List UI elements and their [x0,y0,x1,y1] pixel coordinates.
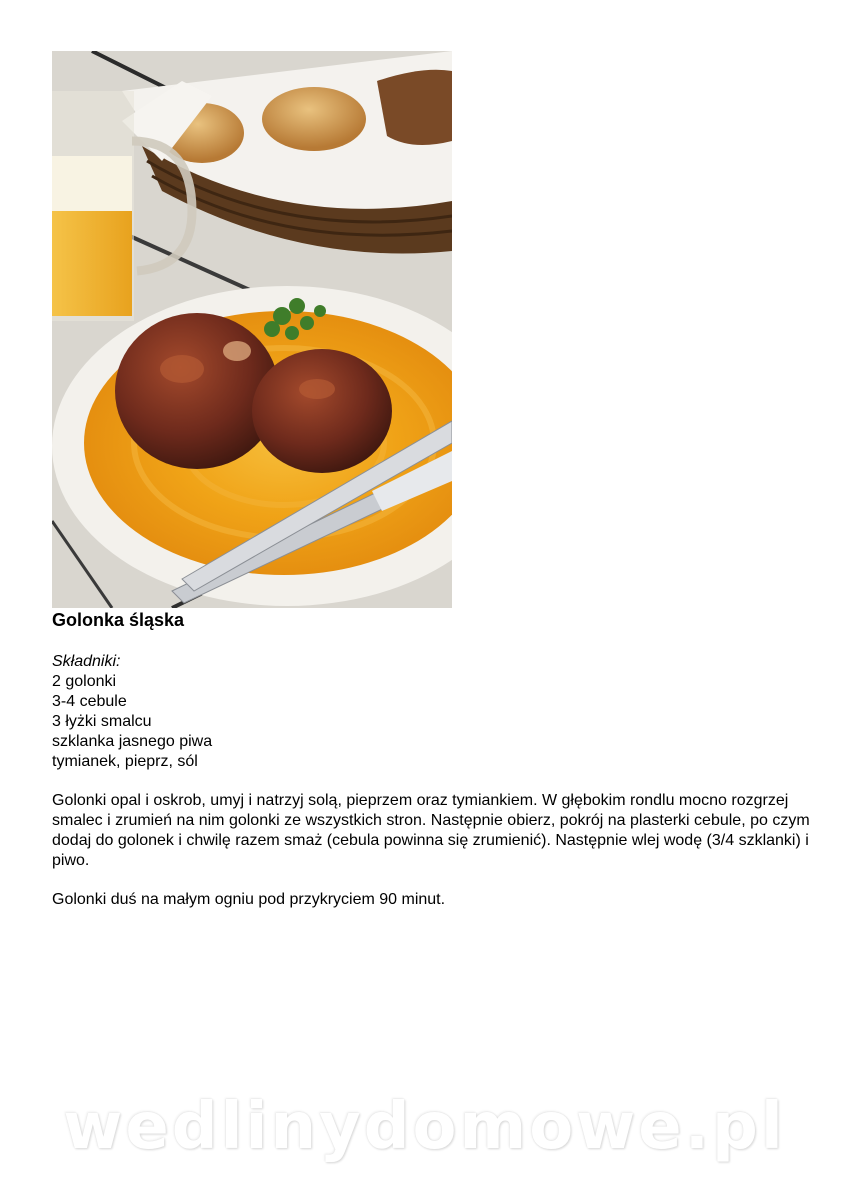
recipe-photo [52,51,452,608]
site-watermark: wedlinydomowe.pl [63,1090,786,1164]
ingredient-item: 3-4 cebule [52,693,127,710]
recipe-title: Golonka śląska [52,610,185,630]
ingredient-item: tymianek, pieprz, sól [52,753,198,770]
ingredient-item: szklanka jasnego piwa [52,733,213,750]
ingredients-label: Składniki: [52,653,121,670]
instructions-paragraph-final: Golonki duś na małym ogniu pod przykryciem 90 minut. [52,891,446,908]
ingredients-section [52,652,212,772]
instructions-paragraph: Golonki opal i oskrob, umyj i natrzyj solą, pieprzem oraz tymiankiem. W głębokim rondlu mocno rozgrzej smalec i zrumień na nim golonki ze wszystkich stron. Następnie obierz, pokrój na plasterki cebule, po czym dodaj do golonek i chwilę razem smaż (cebula powinna się zrumienić). Następnie wlej wodę (3/4 szklanki) i piwo. [52,792,810,869]
ingredient-item: 3 łyżki smalcu [52,713,152,730]
ingredient-item: 2 golonki [52,673,117,690]
ingredients-list [52,672,212,772]
